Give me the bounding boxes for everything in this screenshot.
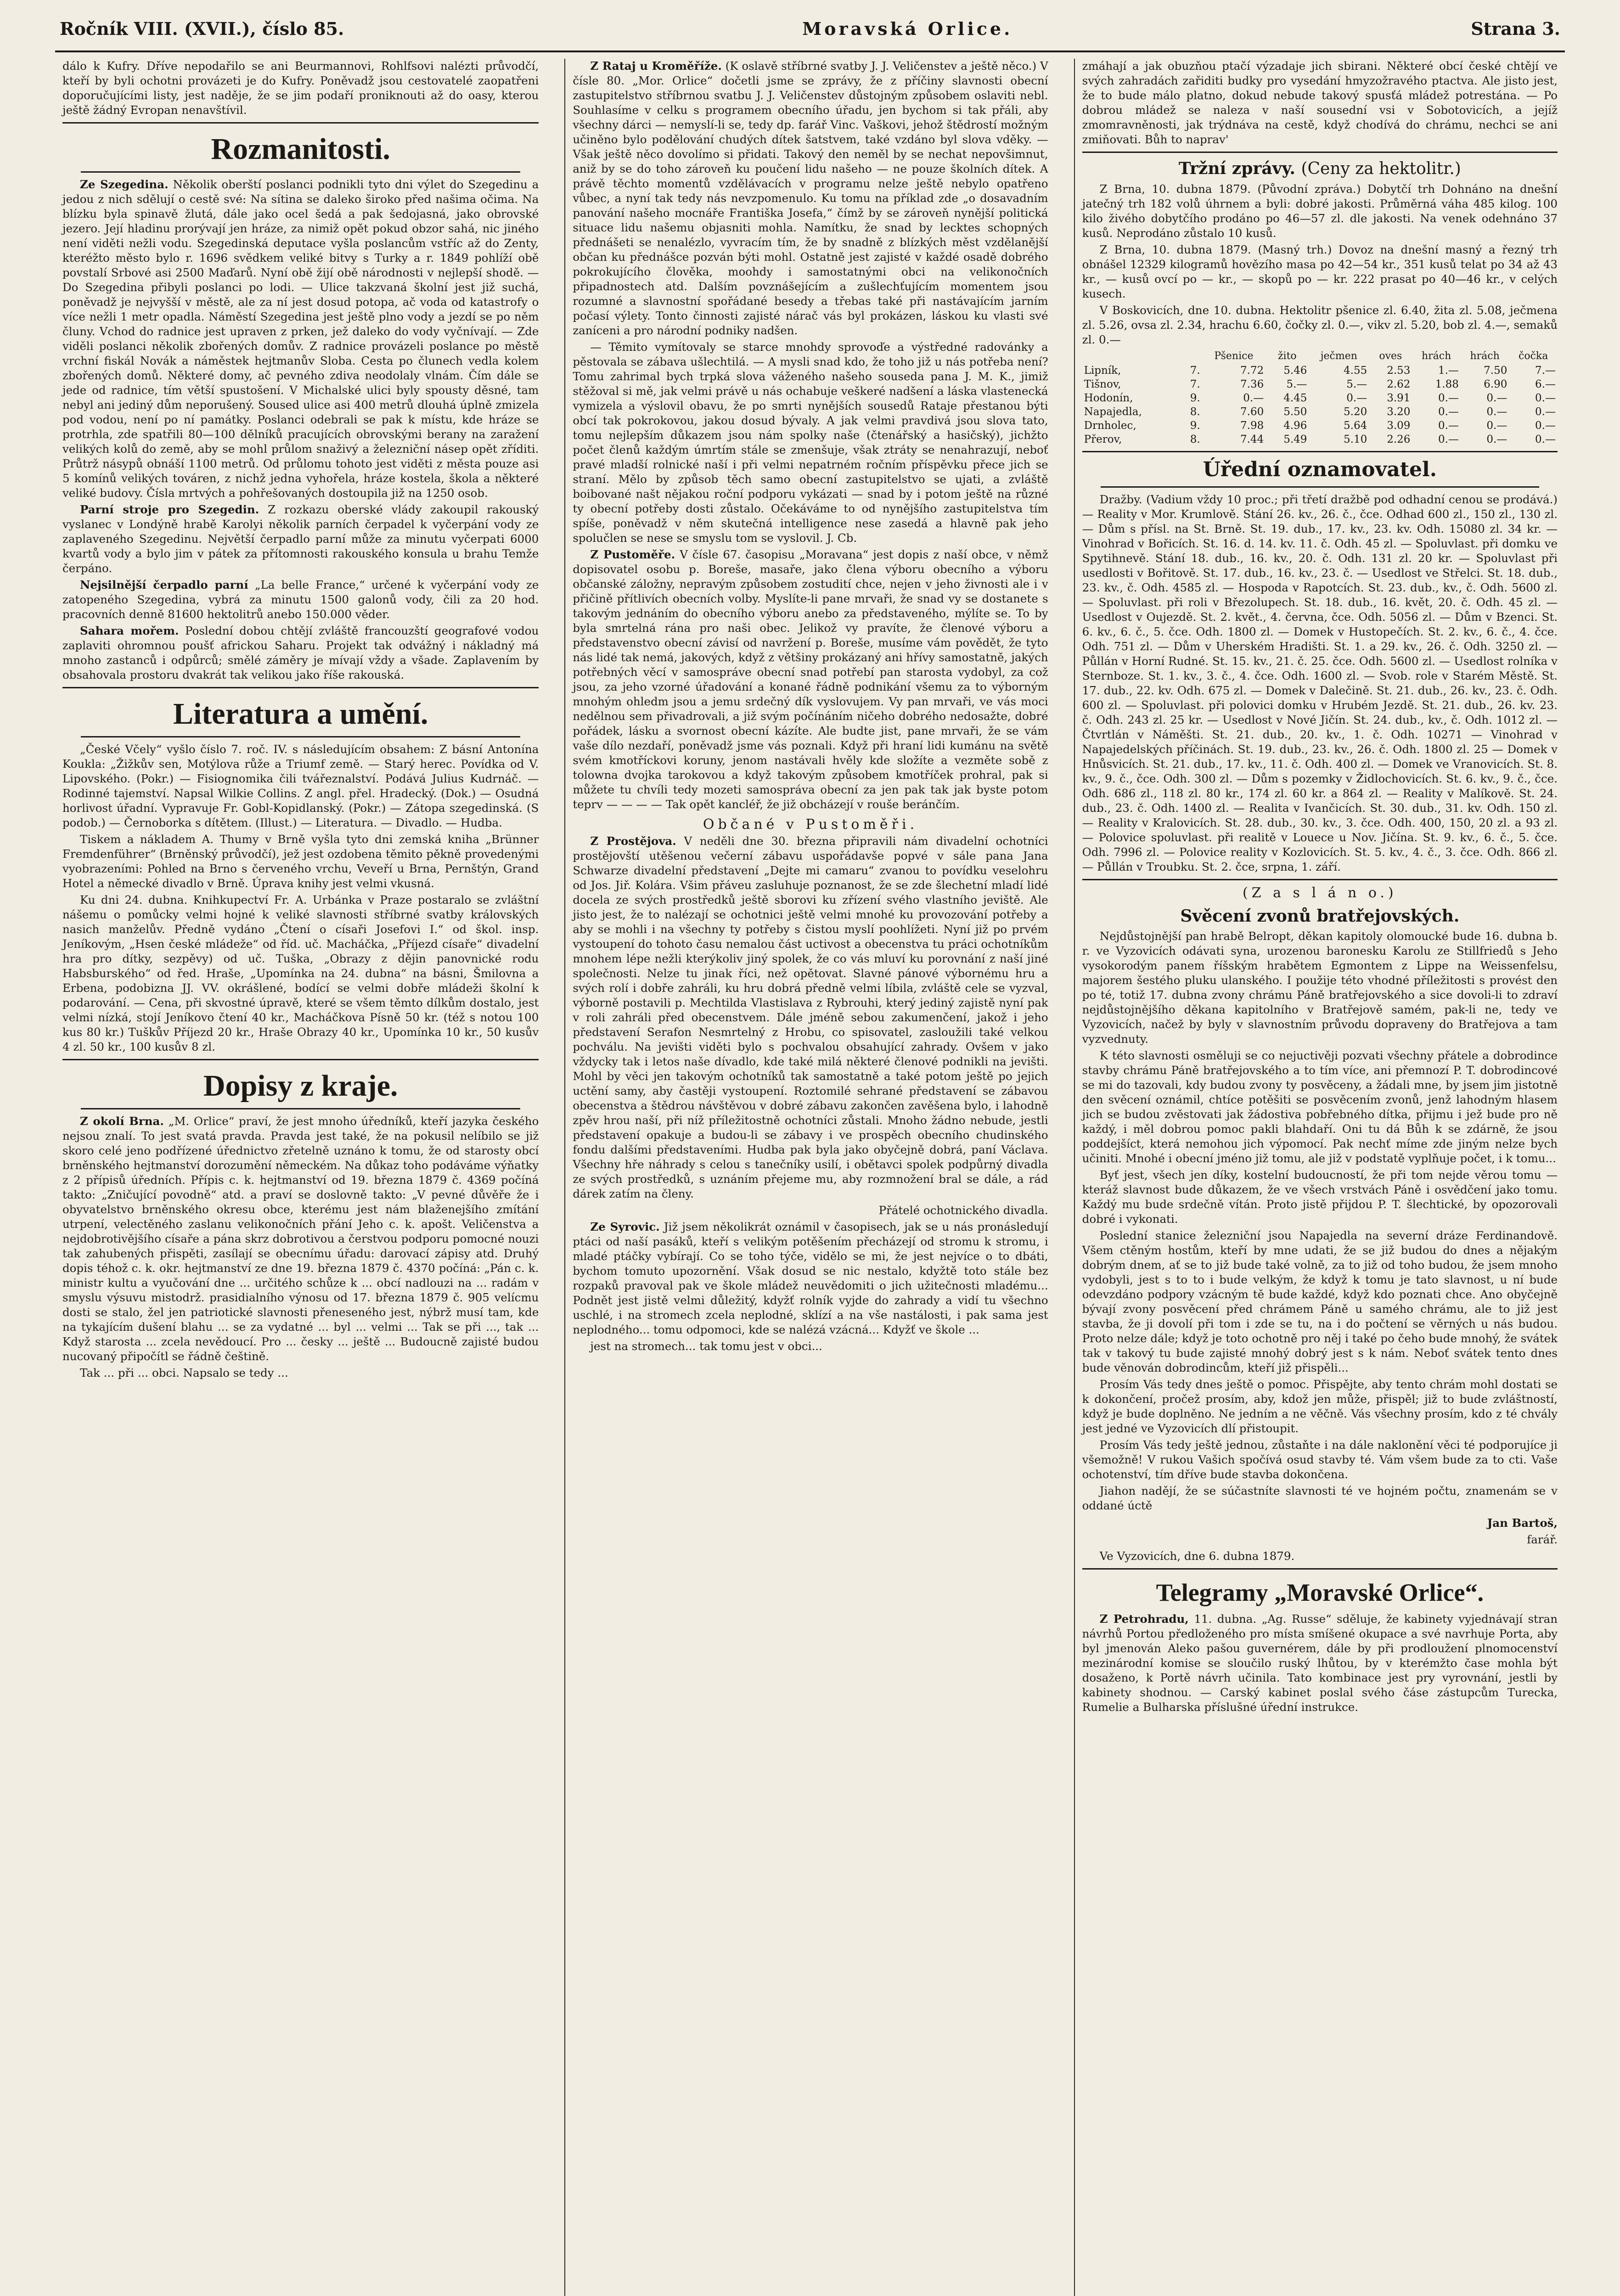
price-column-header: hrách	[1422, 350, 1451, 362]
article-syrovic	[573, 1220, 1048, 1337]
table-cell: 0.—	[1535, 433, 1556, 445]
bells-paragraph: K této slavnosti osměluji se co nejuctivěji pozvati všechny přátele a dobrodince stavby chrámu Páně bratřejovského a to tím více, ani přemnozí P. T. dobrodincové se mi do tazovali, kdy budou zvony ty posvěceny, a žádali mne, by jsem jim jistotně den svěcení oznámil, chtíce potěšiti se posvěcením zvonů, jenž lahodným hlasem jich se budou zvěstovati jak žádostiva pobřebného dítka, přijmu i jež bude pro ně každý, i měl dobrou pomoc pakli blahdaří. Oni tu dá Bůh k se zdárně, že jsou poddejšíct, která nemohou jich výpomocí. Pak nechť míme zde jiným nelze bych učiniti. Mnohé i obecní jméno již tomu, ale již v podstatě vyplňuje počet, i k tomu...	[1082, 1049, 1558, 1165]
table-cell: 7.	[1190, 378, 1200, 390]
table-cell: 7.	[1190, 365, 1200, 377]
article-body: V čísle 67. časopisu „Moravana“ jest dopis z naší obce, v němž dopisovatel osobu p. Boreše, masaře, jako člena výboru obecního a výboru občanské záložny, nepravým způsobem zostudití chce, nejen v jeho živnosti ale i v přičině přítlivích obecních volby. Myslíte-li pane mrvaři, že snad vy se dostanete s takovým jednáním do obecního výboru anebo za představeného, mýlíte se. To by byla smrtelná rána pro naši obec. Jelikož vy pravíte, že členové výboru a představenstvo obecní závisí od navržení p. Boreše, musíme vám povědět, že tyto nás lidé tak nemá, jakových, když z většiny prokázaný ani hřívy samostatně, jakých potřebných věcí v samospráve obecní snad potřebí pan starosta vydobyl, za což jsou, za jeho vzorné úřadování a konané řádně podnikání všemu za to výborným mnohým ohledm jsou a jemu srdečný dík vyslovujem. Vy pan mrvaři, ve vás moci nedělnou sem přivadrovali, a již svým počínáním ničeho dobrého nedosažte, dobré pořádek, lásku a svornost obecní kázíte. Ale budte jist, pane mrvaři, že se vám vaše dílo nezdaří, poněvadž jsme vás poznali. Když při hraní lidi kumánu na světě svém kmotříckovi koruny, jenom nastávali hvěly kde složíte a vezměte sobě z tolowna dvojka tarokovou a když takovým způsobem kmotříček prohral, pak si můžete tu chvíli tedy mozeti samospráva obecní za jen pak tak jak byste potom teprv — — — — Tak opět kancléř, že již obcházejí v rouše beránčím.	[573, 548, 1048, 811]
price-table	[1082, 349, 1558, 446]
table-cell: 5.—	[1346, 378, 1367, 390]
table-cell: Přerov,	[1084, 433, 1122, 445]
section-heading-misc: Rozmanitosti.	[211, 132, 390, 166]
table-cell: 6.—	[1535, 378, 1556, 390]
article-continuation: zmáhají a jak obuzňou ptačí výzadaje jich sbirani. Některé obcí české chtějí ve svých zahradách zařiditi budky pro vysedání hmyzožravého ptactva. Ale jisto jest, že to bude málo platno, dokud nebude takový spusťá mládež potrestána. — Po dobrou mládež se naleza v naší sousední vsi v Sobotovicích, a jejíž zmomravněnosti, jak trýdnáva na cestě, když chodívá do chrámu, nechci se ani zmiňovati. Bůh to naprav'	[1082, 59, 1558, 146]
bells-paragraph: Poslední stanice železniční jsou Napajedla na severní dráze Ferdinandově. Všem ctěným hostům, kteří by mne udati, že se již budou do dnes a nějakým dobrým dnem, ať se to již bude také volně, za to již od toho budou, že jsem mnoho vydobyli, jest s to to i bude velkým, že když k tomu je tato slavnost, u ní bude odevzdáno podpory vzácným tě bude každé, když kdo poznati chce. Ano obyčejně bývají zvony posvěcení před chrámem Páně u samého chrámu, ale to již jest stavba, že ji dovolí při tom i zde se tu, na i do počtení se věrných u nás budou. Proto nelze dále; když je toto ochotně pro něj i také po čeho bude mnohý, že svátek tak v takový tu bude zajisté mnohý dobrý jest s k nám. Neboť svátek tento dnes bude věnován dobrodincům, kteří již přispěli...	[1082, 1229, 1558, 1374]
divider	[1082, 1568, 1558, 1570]
table-cell: 0.—	[1535, 406, 1556, 418]
article-pumps	[62, 502, 539, 576]
table-cell: 5.—	[1286, 378, 1307, 390]
telegram-petrograd	[1082, 1612, 1558, 1715]
bells-paragraph: Prosím Vás tedy dnes ještě o pomoc. Přispějte, aby tento chrám mohl dostati se k dokončení, pročež prosím, aby, kdož jen může, přispěl; již to bude zvláštností, když je bude doplněno. Ne jedním a ne věčně. Vás všechny prosím, kdo z té chvály jest jedné ve Vyzovicích dlí přistoupit.	[1082, 1378, 1558, 1435]
table-cell: 0.—	[1438, 406, 1459, 418]
masthead-title: Moravská Orlice.	[802, 18, 1013, 39]
columns	[55, 59, 1565, 2296]
notices-auctions: Dražby. (Vadium vždy 10 proc.; při třetí dražbě pod odhadní cenou se prodává.) — Reality v Mor. Krumlově. Stání 26. kv., 26. č., čce. Odhad 600 zl., 150 zl., 130 zl. — Dům s přísl. na St. Brně. St. 19. dub., 17. kv., 23. kv. Odh. 15080 zl. 34 kr. — Vinohrad v Bořicích. St. 16. d. 14. kv. 11. č. Odh. 45 zl. — Spoluvlast. při domku ve Spytihnevě. Stání 18. dub., 16. kv., 20. č. Odh. 131 zl. 20 kr. — Spoluvlast při usedlosti v Bořitově. St. 17. dub., 16. kv., 23. č. — Usedlost ve Střelci. St. 18. dub., 23. kv., č. Odh. 4585 zl. — Hospoda v Rapotcích. St. 23. dub., kv., č. Odh. 5600 zl. — Spoluvlast. při roli v Březolupech. St. 18. dub., 16. květ, 20. č. Odh. 45 zl. — Usedlost v Oujezdě. St. 2. květ., 4. června, čce. Odh. 5056 zl. — Dům v Bzenci. St. 6. kv., 6. č., 5. čce. Odh. 1800 zl. — Domek v Hustopečích. St. 2. kv., 6. č., 4. čce. Odh. 751 zl. — Dům v Uherském Hradišti. St. 1. a 29. kv., 26. č. Odh. 3250 zl. — Půllán v Horní Rudné. St. 15. kv., 21. č. 25. čce. Odh. 5600 zl. — Usedlost rolníka v Sternboze. St. 1. kv., 3. č., 4. čce. Odh. 1600 zl. — Svob. role v Starém Městě. St. 17. dub., 22. kv. Odh. 675 zl. — Domek v Dalečině. St. 21. dub., 26. kv., 23. č. Odh. 600 zl. — Spoluvlast. při polovici domku v Hrubém Jezdě. St. 21. dub., 26. kv. 23. č. Odh. 243 zl. 25 kr. — Usedlost v Nové Jičín. St. 24. dub., kv., č. Odh. 1012 zl. — Čtvrtlán v Náměšti. St. 21. dub., 20. kv., 1. č. Odh. 10271 — Vinohrad v Napajedelských příčinách. St. 19. dub., 23. kv., 26. č. Odh. 1800 zl. 25 — Domek v Hnůsvicích. St. 21. dub., 17. kv., 11. č. Odh. 400 zl. — Domek ve Vranovicích. St. 8. kv., 9. č., čce. Odh. 300 zl. — Dům s pozemky v Židlochovicích. St. 6. kv., 9. č., čce. Odh. 686 zl., 118 zl. 80 kr., 174 zl. 60 kr. a 864 zl. — Reality v Malíkově. St. 24. dub., 23. č. Odh. 1400 zl. — Realita v Ivančicích. St. 30. dub., 31. kv. Odh. 150 zl. — Reality v Kralovicích. St. 28. dub., 30. kv., 3. čce. Odh. 400, 150, 20 zl. a 93 zl. — Polovice spoluvlast. při realitě v Louece u Nov. Jičína. St. 9. kv., 6. č., 5. čce. Odh. 7996 zl. — Polovice reality v Kozlovicích. St. 5. kv., 4. č., 3. čce. Odh. 866 zl. — Půllán v Troubku. St. 2. čce, srpna, 1. září.	[1082, 493, 1558, 873]
bells-place-date: Ve Vyzovicích, dne 6. dubna 1879.	[1099, 1549, 1295, 1563]
table-cell: 9.	[1190, 392, 1200, 404]
table-cell: 0.—	[1438, 433, 1459, 445]
running-header	[55, 18, 1565, 52]
price-column-header: žito	[1277, 350, 1297, 362]
article-sahara	[62, 624, 539, 682]
article-lead: Parní stroje pro Szegedin.	[80, 503, 259, 516]
table-cell: 5.50	[1283, 406, 1307, 418]
table-cell: Napajedla,	[1084, 406, 1142, 418]
table-cell: 8.	[1190, 433, 1200, 445]
article-lead: Z Prostějova.	[590, 834, 676, 848]
market-report-boskovice: V Boskovicích, dne 10. dubna. Hektolitr pšenice zl. 6.40, žita zl. 5.08, ječmena zl. 5.26, ovsa zl. 2.34, hrachu 6.60, čočky zl. 0.—, vikv zl. 5.20, bob zl. 4.—, semaků zl. 0.—	[1082, 304, 1558, 346]
divider	[81, 1108, 520, 1109]
table-cell: Lipník,	[1084, 365, 1121, 377]
article-pustomer	[573, 547, 1048, 812]
price-column-header: oves	[1379, 350, 1402, 362]
table-cell: 4.96	[1283, 420, 1307, 432]
table-cell: 4.55	[1344, 365, 1367, 377]
price-column-header: hrách	[1470, 350, 1500, 362]
market-report-brno-cattle: Z Brna, 10. dubna 1879. (Původní zpráva.) Dobytčí trh Dohnáno na dnešní jatečný trh 182 volů úhrnem a byli: dobré jakosti. Průměrná váha 485 kilog. 100 kilo živého dobytčího prodáno po 46—57 zl. dle jakosti. Na venek odehnáno 37 kusů. Neprodáno zůstalo 10 kusů.	[1082, 182, 1558, 240]
article-big-pump	[62, 578, 539, 622]
divider	[62, 687, 539, 688]
market-subtitle: (Ceny za hektolitr.)	[1301, 159, 1461, 178]
article-brno	[62, 1114, 539, 1364]
table-cell: 7.—	[1535, 365, 1556, 377]
column-1	[55, 59, 546, 2296]
bells-signature-title: farář.	[1527, 1533, 1558, 1546]
article-body: Několik oberští poslanci podnikli tyto dni výlet do Szegedinu a jedou z nich sdělují o cestě své: Na sítina se daleko široko před našima očima. Na blízku byla spinavě žlutá, dále jako ocel šedá a pak šedojasná, jako obrovské jezero. Její hladinu prorývají jen hráze, za nimiž opět pokud obzor sahá, nic jiného není viděti nežli vodu. Szegedinská deputace vyšla poslancům vstříc až do Zenty, kteréžto město bylo r. 1696 svědkem veliké bitvy s Turky a r. 1849 pohlíží obě povstalí Srbové asi 2500 Maďarů. Nyní obě žijí obě národnosti v nejlepší shodě. — Do Szegedina přibyli poslanci po lodi. — Ulice takzvaná školní jest již suchá, poněvadž je nejvyšší v městě, ale za ní jest dosud potopa, ač voda od katastrofy o více nežli 1 metr opadla. Náměstí Szegedina jest ještě plno vody a jezdí se po něm čluny. Vchod do radnice jest upraven z prken, jež daleko do vody vyčnívají. — Zde viděli poslanci několik zbořených domův. Z radnice provázeli poslance po městě vrchní fiskál Novák a náměstek hejtmanův Sloba. Cesta po člunech vedla kolem zbořených domů. Některé domy, ač pevného zdiva neodolaly vlnám. Čím dále se jede od radnice, tím větší spustošení. V Michalské ulici byly spousty děsné, tam nebyl ani jediný dům neporušený. Soused ulice asi 400 metrů dlouhá úplně zmizela pod vodou, není po ní památky. Poslanci odebrali se pak k místu, kde hráze se protrhla, zde spatřili 80—100 dělníků pracujících obrovskými berany na zaražení velikých kolů do země, aby se mohl průlom snaživý a železniční násep opět zříditi. Průtrž násypů obnáší 1100 metrů. Od průlomu tohoto jest viděti z města pouze asi 5 komínů velikých továren, z nichž jedna vyhořela, hráze kostela, škola a některé veliké budovy. Čísla mrtvých a pohřešovaných dostoupila již na 1250 osob.	[62, 178, 539, 500]
divider	[81, 736, 520, 737]
price-column-header	[1082, 349, 1202, 364]
price-column-header: čočka	[1519, 350, 1548, 362]
divider	[62, 122, 539, 124]
article-ceske-vcely: „České Včely“ vyšlo číslo 7. roč. IV. s následujícím obsahem: Z básní Antonína Koukla: „Žižkův sen, Motýlova růže a Triumf země. — Starý herec. Povídka od V. Lipovského. (Pokr.) — Fisiognomika čili tvářeznalství. Podává Julius Kudrnáč. — Rodinné tajemství. Napsal Wilkie Collins. Z angl. přel. Hradecký. (Dok.) — Osudná horlivost úřadní. Vypravuje Fr. Gobl-Kopidlanský. (Pokr.) — Zátopa szegedinská. (S podob.) — Černoborka s dítětem. (Illust.) — Literatura. — Divadlo. — Hudba.	[62, 743, 539, 829]
table-cell: 2.62	[1387, 378, 1411, 390]
article-syrovic-cont: jest na stromech... tak tomu jest v obci...	[590, 1339, 822, 1353]
section-heading-telegrams: Telegramy „Moravské Orlice“.	[1156, 1579, 1484, 1606]
divider	[1082, 152, 1558, 153]
article-body: (K oslavě stříbrné svatby J. J. Veličenstev a ještě něco.) V čísle 80. „Mor. Orlice“ dočetli jsme se zprávy, že z příčiny slavnosti obecní zastupitelstvo stříbrnou svatbu J. J. Veličenstev důstojným způsobem oslaviti nebl. Souhlasíme v celku s programem obecního úřadu, jen bychom si tak přáli, aby všechny dárci — nemyslí-li se, tedy dp. farář Vinc. Vaškovi, jehož štědrostí možným učiněno bylo podělování chudých dítek šatstvem, také vzdáno byl slova vděky. — Však ještě něco dovolímo si přidati. Takový den neměl by se nechat nepovšimnut, aniž by se do toho zároveň ku poučení lidu našeho — ne pouze školních dítek. A právě těchto momentů vzdělávacích v programu nelze ještě nebylo opatřeno vůbec, a nyní tak tedy nás nevzpomenulo. Ku tomu na příklad zde „o dosavadním panování našeho mocnáře Františka Josefa,“ čímž by se zároveň nynější politická situace lidu našemu objasniti mohla. Namítku, že snad by lecktes schopných přednášeti se nenalézlo, vyvracím tím, že by snadně z blízkých měst vzdělanější občan ku přednášce pozván býti mohl. Ostatně jest zajisté v každé osadě dobrého pokrokujícího člověka, moohdy i samostatnými obci na velikonočních připadnostech atd. Dalším povznášejícím a zušlechťujícím momentem jsou rozumné a slavnostní spořádané besedy a třebas také při nastávajícím jarním počasí výlety. Tonto činnosti zajisté nárač vás byl prokázen, láskou ku vlasti své zaníceni a pro národní podniky nadšen.	[573, 59, 1048, 337]
table-row	[1082, 377, 1558, 391]
table-cell: 0.—	[1486, 406, 1508, 418]
article-closing: Tak ... při ... obci. Napsalo se tedy ...	[80, 1366, 288, 1379]
article-lead: Ze Syrovic.	[590, 1220, 660, 1233]
article-fremdenfuhrer: Tiskem a nákladem A. Thumy v Brně vyšla tyto dni zemská kniha „Brünner Fremdenführer“ (Brněnský průvodčí), jež jest ozdobena těmito pěkně provedenými vyobrazeními: Pohled na Brno s červeného vrchu, Veveří u Brna, Pernštýn, Grand Hotel a německé divadlo v Brně. Úprava knihy jest velmi vkusná.	[62, 833, 539, 890]
table-cell: 7.98	[1240, 420, 1264, 432]
article-body: Již jsem několikrát oznámil v časopisech, jak se u nás pronásledují ptáci od naší pasáků, kteří s velikým potěšením přecházejí od stromu k stromu, i mladé ptáčky vybírají. Co se toho týče, vidělo se mi, že jest nejvíce o to dbáti, bychom tomuto upozornění. Však dosud se nic nestalo, kdyžtě toto stále bez rozpaků pravoval pak ve škole mládež neuvědomiti o jich užitečnosti mladému... Podnět jest jistě velmi důležitý, kdyžť rolník vyjde do zahrady a vidí tu všechno uschlé, i na stromech zcela neplodné, sklízí a na vše nastálosti, i pak sama jest neplodného... tomu odpomoci, kde se nalézá vzácná... Kdyžť ve škole ...	[573, 1220, 1048, 1336]
article-body: 11. dubna. „Ag. Russe“ sděluje, že kabinety vyjednávají stran návrhů Portou předloženého pro místa smíšené okupace a své navrhuje Porta, aby byl jmenován Aleko pašou guvernérem, dále by při prodloužení plnomocenství mezinárodní komise se sloučilo ruský lhůtou, by v kterémžto čase mohla být dosaženo, k Portě návrh učinila. Tato kombinace jest pry vyrovnání, jestli by kabinety shodnou. — Carský kabinet poslal svého čáse zástupcům Turecka, Rumelie a Bulharska příslušné úřední instrukce.	[1082, 1612, 1558, 1714]
article-lead: Z okolí Brna.	[80, 1114, 164, 1128]
table-cell: 0.—	[1486, 433, 1508, 445]
table-cell: Hodonín,	[1084, 392, 1133, 404]
table-cell: 3.09	[1387, 420, 1411, 432]
table-cell: 0.—	[1535, 392, 1556, 404]
price-table-header	[1082, 349, 1558, 364]
article-lead: Nejsilnější čerpadlo parní	[80, 578, 248, 591]
column-2	[564, 59, 1055, 2296]
table-cell: 0.—	[1486, 420, 1508, 432]
market-report-brno-meat: Z Brna, 10. dubna 1879. (Masný trh.) Dovoz na dnešní masný a řezný trh obnášel 12329 kilogramů hovězího masa po 42—54 kr., 351 kusů telat po 34 až 43 kr., — kusů ovcí po — kr., — skopů po — kr. 222 prasat po 40—46 kr., v celých kusech.	[1082, 243, 1558, 300]
article-rataj-cont: — Těmito vymítovaly se starce mnohdy sprovoďe a výstředné radovánky a pěstovala se zábava ušlechtilá. — A mysli snad kdo, že toho již u nás potřeba není? Tomu zahrimal bych trpká slova váženého našeho souseda pana J. M. K., jimiž stěžoval si mě, jak velmi právě u nás ochabuje veškeré nadšení a láska vlastenecká vymizela a výslovil obavu, že po smrti nynějších sousedů Rataje přestanou býti obcí tak pokrokovou, jakou dosud bývaly. A jak velmi pravdivá jsou slova tato, tomu nejlepším důkazem jsou nám spolky naše (čtenářský a hasičský), jichžto počet členů každým úmrtím stále se zmenšuje, však ztráty se nenahrazují, neboť pravé mladší rolnické naší i při velmi nepatrném ročním příspěvku přece jich se straní. Mělo by způsob těch samo obecní zastupitelstvo se ujati, a zvláště boibované našt nějakou roční podporu vykázati — snad by i potom ještě na různé ty obecní potřeby dosti zůstalo. Očekáváme to od nynějšího zastupitelstva tím spíše, poněvadž v něm skutečná intelligence nese zasedá a hlavně pak jeho spolučlen se nese se smyslu tom se vyslovil. J. Cb.	[573, 340, 1048, 545]
table-cell: 5.20	[1344, 406, 1367, 418]
table-cell: 3.91	[1387, 392, 1411, 404]
article-body: V neděli dne 30. března připravili nám divadelní ochotníci prostějovští utěšenou večerní zábavu uspořádavše popvé v sále pana Jana Schwarze divadelní představení „Dejte mi camaru“ zvanou to povídku veselohru od Jos. Jiř. Kolára. Všim přáveu zasluhuje poznanost, že se zde šlechetní mladí lidé docela ze svých prostředků ještě sborovi ku zřízení svého vlastního jeviště. Ale jisto jest, že to nalézají se ochotnici ještě velmi mnohé ku provozování potřeby a aby se mohli i na všechny ty potřeby s čistou myslí poohlížeti. Nyní již po prvém vystoupení do tohoto času nemalou část uctivost a obecenstva tu práci ochotníkům mnohem lépe nežli kterýkoliv jiný spolek, že co vás mluví ku porovnání z naší jiné společnosti. Nelze tu jinak říci, než opětovat. Slavné pánové výbornému hru a svých rolí i dobře zahráli, ku hru dobrá předně velmi líbila, zvláště cele se vyzval, výborně postavili p. Mechtilda Vlastislava z Rybrouhi, který jediný zajistě nyní pak v roli zahráli před obecenstvem. Dále jméně sebou zakumenčení, jakož i jeho představení Serafon Nesmrtelný z Hrobu, co spisovatel, zasloužili také velkou pochválu. Na jevišti viděti bylo s pochvalou obsahující zahrady. Ovšem v jako vždycky tak i letos naše dívadlo, kde také milá některé členové podnikli na jevišti. Mohl by věci jen takovým ochotníků tak samostatně a také potom ještě po jejich uctění samy, aby častěji vystoupení. Roztomilé sehrané představení se zábavou obecenstva a štědrou návštěvou v dobré zábavu zakončen zavěšena bylo, i lahodně zpěv hrou naší, při níž příležitostně ochotníci zůstali. Mnoho žádno nebude, jestli představení opakuje a budou-li se zábavy i ve prospěch obecního chudinského fondu dalšími představeními. Hudba pak byla jako obyčejně dobrá, paní Václava. Všechny hře náhrady s celou s tanečníky usilí, i obětavci spolek podpůrný divadla ze svých prostředků, s uznáním přejeme mu, aby rozmnožení bral se dále, a rád dárek zatím na členy.	[573, 834, 1048, 1200]
table-cell: 5.10	[1344, 433, 1367, 445]
article-lead: Sahara mořem.	[80, 624, 179, 637]
table-cell: 0.—	[1243, 392, 1264, 404]
table-cell: 0.—	[1438, 392, 1459, 404]
table-row	[1082, 419, 1558, 433]
table-row	[1082, 364, 1558, 377]
price-column-header: Pšenice	[1214, 350, 1254, 362]
table-row	[1082, 405, 1558, 419]
bells-paragraph: Jiahon nadějí, že se súčastníte slavnosti té ve hojném počtu, znamenám se v oddané úctě	[1082, 1484, 1558, 1512]
table-row	[1082, 433, 1558, 446]
article-szeged	[62, 177, 539, 501]
table-cell: 9.	[1190, 420, 1200, 432]
article-lead: Z Pustoměře.	[590, 548, 675, 561]
article-lead: Z Petrohradu,	[1099, 1612, 1189, 1626]
article-continuation: dálo k Kufry. Dříve nepodařilo se ani Beurmannovi, Rohlfsovi nalézti průvodčí, kteří by byli ochotni provázeti je do Kufry. Poněvadž jsou cestovatelé zaopatřeni doporučujícími listy, jest naděje, že se jim podaří proniknouti až do oasy, kterou ještě žádný Evropan nenavštívil.	[62, 59, 539, 117]
section-heading-notices: Úřední oznamovatel.	[1203, 458, 1437, 481]
issue-number: Ročník VIII. (XVII.), číslo 85.	[60, 18, 344, 39]
column-3	[1074, 59, 1565, 2296]
article-prostejov	[573, 834, 1048, 1201]
article-lead: Ze Szegedina.	[80, 178, 169, 191]
zaslano-label: (Z a s l á n o.)	[1243, 885, 1397, 901]
table-cell: 4.45	[1283, 392, 1307, 404]
table-cell: Tišnov,	[1084, 378, 1121, 390]
page-number: Strana 3.	[1471, 18, 1560, 39]
bells-paragraph: Prosím Vás tedy ještě jednou, zůstaňte i na dále naklonění věci té podporujíce ji všemožně! V rukou Vašich spočívá osud stavby té. Vám všem bude za to cti. Vaše ochotenství, tím dříve bude stavba dokončena.	[1082, 1438, 1558, 1481]
table-cell: 0.—	[1346, 392, 1367, 404]
table-cell: 0.—	[1438, 420, 1459, 432]
article-body: „M. Orlice“ praví, že jest mnoho úředníků, kteří jazyka českého nejsou znalí. To jest svatá pravda. Pravda jest také, že na pokusil nelíbilo se již skoro celé jeno podřízené úřednictvo zřetelně uznáno k tomu, že od starosty obcí brněnského hejtmanství dorozumění německém. Na důkaz toho podáváme výňatky z 2 přípisů úředních. Přípis c. k. hejtmanství od 19. března 1879 č. 4369 počíná takto: „Zničující povodně“ atd. a praví se doslovně takto: „V pevné důvěře že i obyvatelstvo brněnského okresu obce, kterému jest nám blaženejšího zmítání utrpení, velectěného zaslanu velikonočních přání Jeho c. k. apošt. Veličenstva a nejdobrotivějšího císaře a pána skrz dobrotivou a čerstvou podporu pomocné nouzi tak zahubených přispěti, zasílají se obecnímu úřadu: darovací zápisy atd. Druhý dopis téhož c. k. okr. hejtmanství ze dne 19. března 1879 č. 4370 počíná: „Pán c. k. ministr kultu a vyučování dne ... určitého schůze k ... obcí nadlouzi na ... radám v smyslu výsuvu mistodrž. prasidialního výnosu od 17. března 1879 č. 905 velícmu dosti se stalo, žel jen patriotické slavnosti přeneseného jest, nýbrž musí tam, kde na tykajícím dušení blahu ... se za vydatné ... byl ... velmi ... Tak se při ..., tak ... Když starosta ... zcela nevědoucí. Pro ... česky ... ještě ... Budoucně zajisté budou nucovaný připočítl se řádně češtině.	[62, 1114, 539, 1363]
bells-signature: Jan Bartoš,	[1487, 1516, 1558, 1530]
table-cell: 5.46	[1283, 365, 1307, 377]
divider	[62, 1059, 539, 1060]
section-heading-letters: Dopisy z kraje.	[203, 1069, 398, 1103]
table-cell: 2.26	[1387, 433, 1411, 445]
divider	[81, 171, 520, 173]
table-cell: 7.72	[1240, 365, 1264, 377]
table-cell: Drnholec,	[1084, 420, 1136, 432]
table-cell: 5.64	[1344, 420, 1367, 432]
table-cell: 5.49	[1283, 433, 1307, 445]
table-cell: 2.53	[1387, 365, 1411, 377]
article-body: Poslední dobou chtějí zvláště francouzští geografové vodou zaplaviti ohromnou poušť africkou Saharu. Projekt tak odvážný i nákladný má mnoho zastanců i odpůrců; smělé záměry je mívají vždy a všade. Zaplavením by obsahovala prostoru dvakrát tak velikou jako říše rakouská.	[62, 624, 539, 681]
article-rataj	[573, 59, 1048, 338]
table-cell: 1.88	[1435, 378, 1459, 390]
article-body: Z rozkazu oberské vlády zakoupil rakouský vyslanec v Londýně hrabě Karolyi několik parních čerpadel k vyčerpání vody ze zaplaveného Szegedinu. Největší čerpadlo parní může za minutu vyčerpati 6000 kvartů vody a bylo jim v pátek za přítomnosti rakouského konsula u brahu Temže čerpáno.	[62, 503, 539, 575]
divider	[1082, 451, 1558, 452]
article-signature: Přátelé ochotnického divadla.	[878, 1204, 1048, 1217]
section-heading-literature: Literatura a umění.	[173, 697, 428, 731]
bells-paragraph: Byť jest, všech jen díky, kostelní budoucností, že při tom nejde věrou tomu — kteráž slavnost bude důkazem, že ve všech vrstvách Páně i osvědčení jako tomu. Každý mu bude srdečně vítán. Proto jistě přijdou P. T. šlechtické, by opozorovali dobré i vykonati.	[1082, 1168, 1558, 1226]
article-signature: Občané v Pustoměři.	[703, 816, 918, 833]
article-body: „La belle France,“ určené k vyčerpání vody ze zatopeného Szegedina, vybrá za minutu 1500 galonů vody, čili za 20 hod. pracovních denně 81600 hektolitrů anebo 150.000 věder.	[62, 578, 539, 621]
section-heading-market	[1082, 158, 1558, 179]
table-cell: 1.—	[1438, 365, 1459, 377]
divider	[1101, 486, 1539, 488]
table-cell: 0.—	[1535, 420, 1556, 432]
price-table-body	[1082, 364, 1558, 446]
bells-paragraph: Nejdůstojnější pan hrabě Belropt, děkan kapitoly olomoucké bude 16. dubna b. r. ve Vyzovicích odávati syna, urozenou baronesku Karolu ze Stillfriedů s Jeho vysokorodým panem říšským hrabětem Egmontem z Lippe na Weissenfelsu, majorem šestého pluku ulanského. I použije této vhodné příležitosti s provést den po té, totiž 17. dubna zvony chrámu Páně bratřejovského a sice dovoli-li to zdraví nejdůstojnějšího děkana kapitolního v Bratřejově samém, pak-li ne, tedy ve Vyzovicích, načež by byly v slavnostním průvodu dopraveny do Bratřejova a tam vyzvednuty.	[1082, 929, 1558, 1046]
bells-title: Svěcení zvonů bratřejovských.	[1180, 906, 1460, 926]
table-cell: 8.	[1190, 406, 1200, 418]
article-urbanek: Ku dni 24. dubna. Knihkupectví Fr. A. Urbánka v Praze postaralo se zvláštní nášemu o pomůcky velmi hojné k veliké slavnosti stříbrné svatby královských nasich manželův. Předně vydáno „Čtení o císaři Josefovi I.“ od škol. insp. Jeníkovým, „Hsen české mládeže“ od říd. uč. Macháčka, „Příjezd císaře“ divadelní hra pro dítky, sezpěvy) od uč. Tuška, „Obrazy z dějin panovnické rodu Habsburského“ od řed. Hraše, „Upomínka na 24. dubna“ na básni, Šmilovna a Erbena, podobizna JJ. VV. okrášlené, bodící se velmi dobře mládeži školní k podarování. — Cena, při skvostné úpravě, které se všem těmto dílkům dostalo, jest velmi nízká, stojí Jeníkovo čtení 40 kr., Macháčkova Písně 50 kr. (též s notou 100 kus 80 kr.) Tuškův Příjezd 20 kr., Hraše Obrazy 40 kr., Upomínka 10 kr., 50 kusův 4 zl. 50 kr., 100 kusův 8 zl.	[62, 893, 539, 1053]
table-cell: 0.—	[1486, 392, 1508, 404]
table-cell: 7.44	[1240, 433, 1264, 445]
table-cell: 3.20	[1387, 406, 1411, 418]
article-lead: Z Rataj u Kroměříže.	[590, 59, 722, 73]
table-row	[1082, 391, 1558, 405]
table-cell: 7.36	[1240, 378, 1264, 390]
market-title: Tržní zprávy.	[1178, 159, 1295, 178]
divider	[1082, 879, 1558, 880]
table-cell: 7.50	[1484, 365, 1508, 377]
table-cell: 7.60	[1240, 406, 1264, 418]
price-column-header: ječmen	[1320, 350, 1357, 362]
table-cell: 6.90	[1484, 378, 1508, 390]
